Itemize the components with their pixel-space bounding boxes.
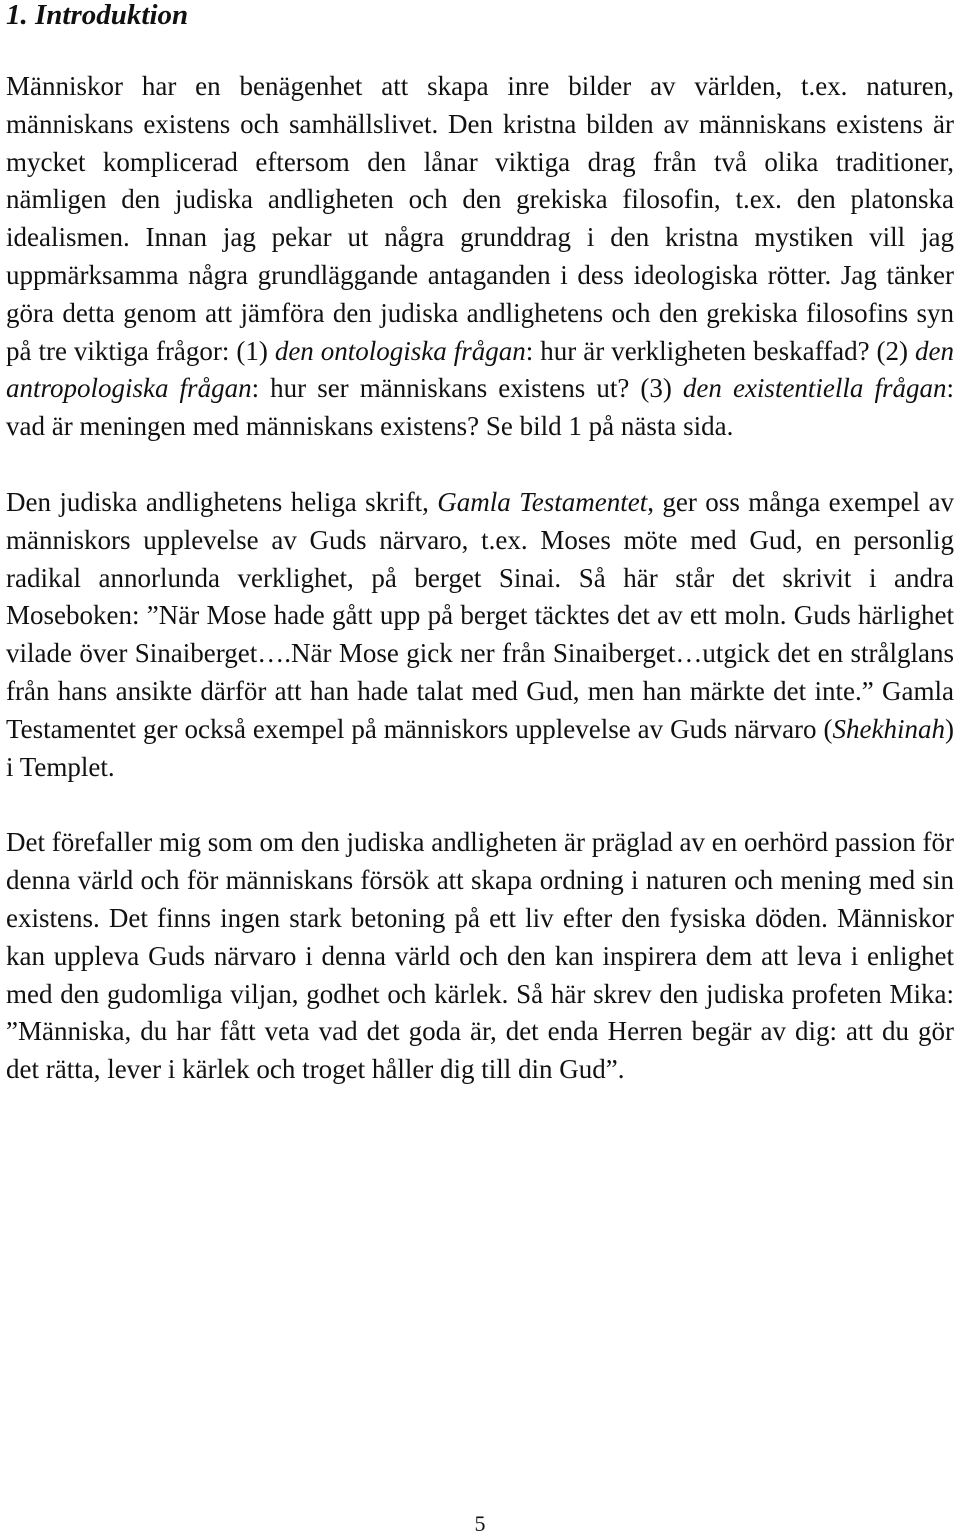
paragraph-1-text-4: : vad är meningen med människans existens? Se bild 1 på nästa sida.: [6, 373, 955, 442]
paragraph-3: Det förefaller mig som om den judiska andligheten är präglad av en oerhörd passion för denna värld och för människans försök att skapa ordning i naturen och mening med sin existens. Det finns ingen stark betoning på ett liv efter den fysiska döden. Människor kan uppleva Guds närvaro i denna värld och den kan inspirera dem att leva i enlighet med den gudomliga viljan, godhet och kärlek. Så här skrev den judiska profeten Mika: ”Människa, du har fått veta vad det goda är, det enda Herren begär av dig: att du gör det rätta, lever i kärlek och troget håller dig till din Gud”.: [6, 827, 954, 1085]
anthropological-question-term: den antropologiska frågan: [6, 335, 954, 404]
book-title: Gamla Testamentet: [437, 486, 648, 517]
paragraph-1: [6, 68, 954, 446]
paragraph-2-text: Den judiska andlighetens heliga skrift,: [6, 486, 438, 517]
paragraph-2-text-3: ) i Templet.: [6, 713, 954, 782]
paragraph-2-text-2: , ger oss många exempel av människors upplevelse av Guds närvaro, t.ex. Moses möte med Gud, en personlig radikal annorlunda verklighet, på berget Sinai. Så här står det skrivit i andra Moseboken: ”När Mose hade gått upp på berget täcktes det av ett moln. Guds härlighet vilade över Sinaiberget….När Mose gick ner från Sinaiberget…utgick det en strålglans från hans ansikte därför att han hade talat med Gud, men han märkte det inte.” Gamla Testamentet ger också exempel på människors upplevelse av Guds närvaro (: [6, 486, 955, 744]
paragraph-2: [6, 484, 954, 786]
shekhinah-term: Shekhinah: [832, 713, 945, 744]
ontological-question-term: den ontologiska frågan: [274, 335, 526, 366]
section-heading: 1. Introduktion: [6, 0, 189, 31]
paragraph-1-text: Människor har en benägenhet att skapa inre bilder av världen, t.ex. naturen, människans existens och samhällslivet. Den kristna bilden av människans existens är mycket komplicerad eftersom den lånar viktiga drag från två olika traditioner, nämligen den judiska andligheten och den grekiska filosofin, t.ex. den platonska idealismen. Innan jag pekar ut några grunddrag i den kristna mystiken vill jag uppmärksamma några grundläggande antaganden i dess ideologiska rötter. Jag tänker göra detta genom att jämföra den judiska andlighetens och den grekiska filosofins syn på tre viktiga frågor: (1): [6, 71, 954, 366]
page-number: 5: [474, 1511, 486, 1536]
paragraph-1-text-3: : hur ser människans existens ut? (3): [251, 373, 683, 404]
paragraph-1-text-2: : hur är verkligheten beskaffad? (2): [525, 335, 916, 366]
existential-question-term: den existentiella frågan: [682, 373, 947, 404]
document-page: [6, 0, 954, 1089]
